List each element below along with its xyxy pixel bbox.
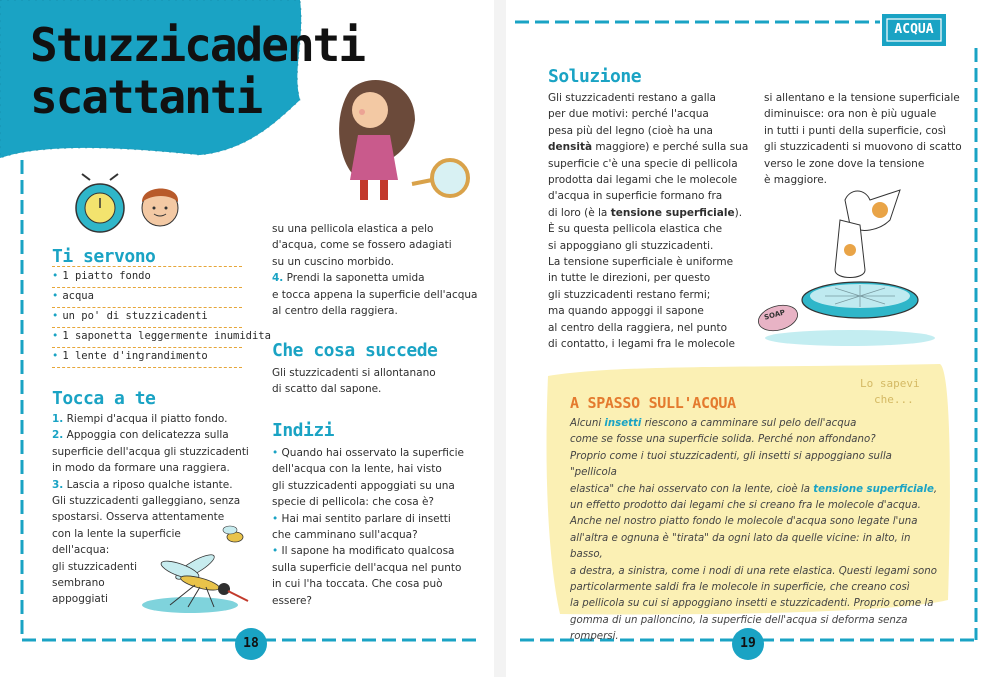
body-line: al centro della raggiera, nel punto <box>548 321 728 334</box>
body-line: diminuisce: ora non è più uguale <box>764 108 937 121</box>
body-line: Anche nel nostro piatto fondo le molecole d'acqua sono legate l'una <box>570 516 918 528</box>
body-line: d'acqua in superficie formano fra <box>548 190 723 203</box>
body-line: ma quando appoggi il sapone <box>548 305 704 318</box>
box-text <box>570 416 940 646</box>
step-text: dell'acqua: <box>52 544 110 557</box>
soap-label: SOAP <box>763 308 787 322</box>
soluzione-heading: Soluzione <box>548 66 642 87</box>
body-line: e tocca appena la superficie dell'acqua <box>272 288 478 301</box>
body-line: su un cuscino morbido. <box>272 255 394 268</box>
step-text: con la lente la superficie <box>52 527 181 540</box>
soluzione-col1 <box>548 90 758 353</box>
step-number: 1. <box>52 413 64 425</box>
indizi-text: • Quando hai osservato la superficie dell'acqua con la lente, hai visto gli stuzzicadenti appoggiati su una specie di pellicola: che cosa è? • Hai mai sentito parlare di insetti che camminano sull'acqua? • Il sapone ha modificato qualcosa sulla superficie dell'acqua nel punto in cui l'ha toccata. Che cosa può essere? <box>272 445 487 609</box>
body-line: gomma di un palloncino, la superficie dell'acqua si deforma senza rompersi. <box>570 614 908 643</box>
body-line: Proprio come i tuoi stuzzicadenti, gli insetti si appoggiano sulla "pellicola <box>570 450 892 479</box>
soluzione-col2 <box>764 90 979 188</box>
step-text: appoggiati <box>52 593 108 606</box>
list-item: • acqua <box>52 287 94 306</box>
body-line: Alcuni <box>570 418 605 429</box>
body-line: gli stuzzicadenti restano fermi; <box>548 288 711 301</box>
keyword: densità <box>548 141 593 154</box>
che-cosa-succede-heading: Che cosa succede <box>272 340 438 361</box>
body-line: che camminano sull'acqua? <box>272 529 418 542</box>
body-line: d'acqua, come se fossero adagiati <box>272 239 452 252</box>
list-item: • un po' di stuzzicadenti <box>52 307 208 326</box>
body-line: è maggiore. <box>764 174 828 187</box>
ti-servono-heading: Ti servono <box>52 246 156 267</box>
keyword: insetti <box>604 418 642 429</box>
body-line: a destra, a sinistra, come i nodi di una rete elastica. Questi legami sono <box>570 565 937 577</box>
step-text: Appoggia con delicatezza sulla <box>66 429 229 442</box>
list-item: • 1 saponetta leggermente inumidita <box>52 327 271 346</box>
step-text: Riempi d'acqua il piatto fondo. <box>66 413 228 425</box>
body-line: essere? <box>272 594 312 607</box>
body-line: in tutte le direzioni, per questo <box>548 272 711 285</box>
step-number: 4. <box>272 272 284 285</box>
body-line: un effetto prodotto dai legami che si creano fra le molecole d'acqua. <box>570 500 921 512</box>
box-heading: A SPASSO SULL'ACQUA <box>570 394 736 412</box>
list-item: • 1 lente d'ingrandimento <box>52 347 208 366</box>
alarm-clock-illustration <box>70 170 190 240</box>
step-text: Prendi la saponetta umida <box>286 272 425 285</box>
body-line: in cui l'ha toccata. Che cosa può <box>272 578 443 591</box>
body-line: al centro della raggiera. <box>272 305 398 318</box>
step-text: in modo da formare una raggiera. <box>52 462 230 475</box>
body-line: su una pellicola elastica a pelo <box>272 223 434 235</box>
body-line: pesa più del legno (cioè ha una <box>548 124 713 137</box>
dog-bowl-illustration <box>740 180 940 350</box>
body-line: La tensione superficiale è uniforme <box>548 256 734 269</box>
page-title <box>30 20 364 122</box>
body-line: gli stuzzicadenti appoggiati su una <box>272 479 455 492</box>
page-number-right: 19 <box>740 636 756 651</box>
body-line: si appoggiano gli stuzzicadenti. <box>548 239 714 252</box>
tocca-a-te-heading: Tocca a te <box>52 388 156 409</box>
body-line: È su questa pellicola elastica che <box>548 223 723 236</box>
mosquito-illustration <box>140 515 260 615</box>
step-text: Lascia a riposo qualche istante. <box>66 478 233 491</box>
body-line: Gli stuzzicadenti restano a galla <box>548 92 716 104</box>
divider <box>52 367 242 368</box>
step-text: Gli stuzzicadenti galleggiano, senza <box>52 495 241 508</box>
body-line: elastica" che hai osservato con la lente, cioè la <box>570 483 814 495</box>
lo-sapevi-tag <box>860 376 920 408</box>
step-number: 3. <box>52 478 64 491</box>
body-line: specie di pellicola: che cosa è? <box>272 496 435 509</box>
body-line: di scatto dal sapone. <box>272 383 382 396</box>
tag-line: che... <box>874 393 914 406</box>
step-text: superficie dell'acqua gli stuzzicadenti <box>52 445 249 458</box>
col2-continued-text <box>272 221 487 319</box>
girl-magnifier-illustration <box>320 60 490 210</box>
body-line: di loro (è la <box>548 206 611 219</box>
indizi-heading: Indizi <box>272 420 335 441</box>
body-line: si allentano e la tensione superficiale <box>764 92 960 104</box>
keyword: tensione superficiale <box>610 206 735 219</box>
body-line: riescono a camminare sul pelo dell'acqua <box>641 418 857 429</box>
che-cosa-succede-text <box>272 365 487 398</box>
ti-servono-list <box>52 266 271 376</box>
body-line: Hai mai sentito parlare di insetti <box>281 512 451 525</box>
body-line: ). <box>734 206 743 219</box>
title-line-1: Stuzzicadenti <box>30 18 365 72</box>
body-line: , <box>933 483 938 495</box>
body-line: per due motivi: perché l'acqua <box>548 108 709 121</box>
body-line: Quando hai osservato la superficie <box>281 447 465 459</box>
body-line: sulla superficie dell'acqua nel punto <box>272 561 462 574</box>
body-line: all'altra e ognuna è "tirata" da ogni lato da quelle vicine: in alto, in basso, <box>570 532 911 561</box>
tag-line: Lo sapevi <box>860 377 920 390</box>
body-line: Gli stuzzicadenti si allontanano <box>272 367 436 379</box>
body-line: superficie c'è una specie di pellicola <box>548 157 738 170</box>
step-text: gli stuzzicadenti <box>52 560 138 573</box>
step-text: spostarsi. Osserva attentamente <box>52 511 225 524</box>
body-line: dell'acqua con la lente, hai visto <box>272 463 442 476</box>
body-line: Il sapone ha modificato qualcosa <box>281 545 455 558</box>
body-line: verso le zone dove la tensione <box>764 157 925 170</box>
body-line: gli stuzzicadenti si muovono di scatto <box>764 141 962 154</box>
page-number-left: 18 <box>243 636 259 651</box>
step-number: 2. <box>52 429 64 442</box>
body-line: maggiore) e perché sulla sua <box>592 141 749 154</box>
list-item: • 1 piatto fondo <box>52 267 151 286</box>
body-line: come se fosse una superficie solida. Perché non affondano? <box>570 434 876 446</box>
step-text: sembrano <box>52 577 105 590</box>
body-line: prodotta dai legami che le molecole <box>548 174 738 187</box>
body-line: particolarmente saldi fra le molecole in superficie, che creano così <box>570 582 910 594</box>
body-line: la pellicola su cui si appoggiano insetti e stuzzicadenti. Proprio come la <box>570 598 934 610</box>
title-line-2: scattanti <box>30 70 262 124</box>
body-line: di contatto, i legami fra le molecole <box>548 338 735 351</box>
section-tab-acqua: ACQUA <box>894 22 934 37</box>
keyword: tensione superficiale <box>813 483 934 495</box>
body-line: in tutti i punti della superficie, così <box>764 124 947 137</box>
